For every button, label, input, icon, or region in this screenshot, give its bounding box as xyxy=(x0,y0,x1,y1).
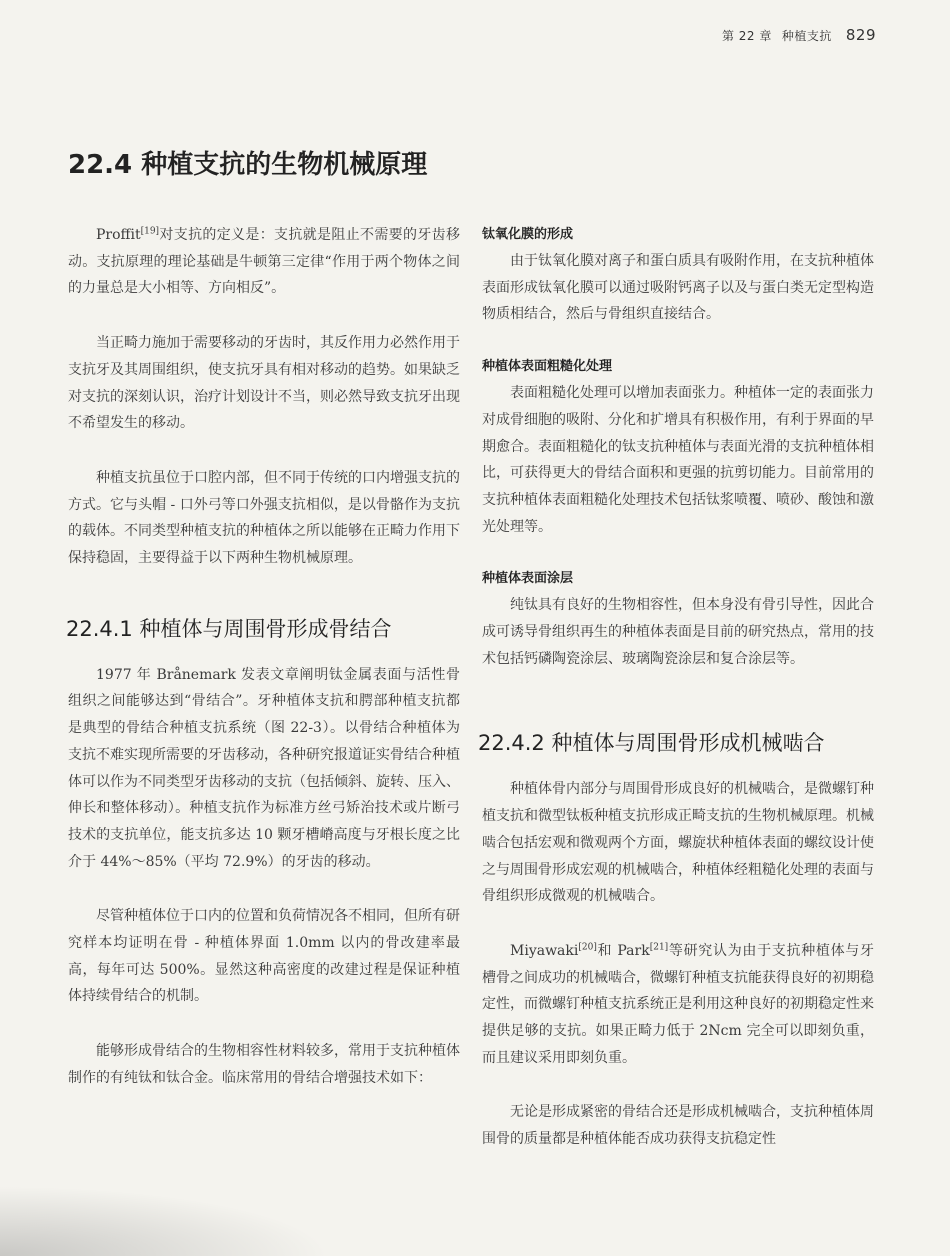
left-column xyxy=(68,222,460,1092)
paragraph: 尽管种植体位于口内的位置和负荷情况各不相同，但所有研究样本均证明在骨 - 种植体界面 1.0mm 以内的骨改建率最高，每年可达 500%。显然这种高密度的改建过程是保证种植体持续骨结合的机制。 xyxy=(68,908,460,1005)
heading-titanium-oxide: 钛氧化膜的形成 xyxy=(482,227,574,242)
paragraph: 由于钛氧化膜对离子和蛋白质具有吸附作用，在支抗种植体表面形成钛氧化膜可以通过吸附钙离子以及与蛋白类无定型构造物质相结合，然后与骨组织直接结合。 xyxy=(482,253,874,323)
author-park: 和 Park xyxy=(596,942,650,959)
paragraph-proffit xyxy=(68,222,460,302)
section-title: 22.4 种植支抗的生物机械原理 xyxy=(68,150,428,180)
right-column xyxy=(478,222,875,1153)
author-proffit: Proffit xyxy=(96,227,141,243)
chapter-number: 第 22 章 xyxy=(721,29,772,43)
ref-20: [20] xyxy=(578,942,597,953)
paragraph: 当正畸力施加于需要移动的牙齿时，其反作用力必然作用于支抗牙及其周围组织，使支抗牙具有相对移动的趋势。如果缺乏对支抗的深刻认识，治疗计划设计不当，则必然导致支抗牙出现不希望发生的移动。 xyxy=(68,335,460,432)
paragraph-text: 等研究认为由于支抗种植体与牙槽骨之间成功的机械啮合，微螺钉种植支抗能获得良好的初期稳定性，而微螺钉种植支抗系统正是利用这种良好的初期稳定性来提供足够的支抗。如果正畸力低于 2Ncm 完全可以即刻负重，而且建议采用即刻负重。 xyxy=(482,942,875,1066)
paragraph: 能够形成骨结合的生物相容性材料较多，常用于支抗种植体制作的有纯钛和钛合金。临床常用的骨结合增强技术如下： xyxy=(68,1043,460,1086)
ref-21: [21] xyxy=(649,942,669,953)
paragraph-miyawaki xyxy=(482,938,874,1072)
author-miyawaki: Miyawaki xyxy=(510,942,579,959)
paragraph: 表面粗糙化处理可以增加表面张力。种植体一定的表面张力对成骨细胞的吸附、分化和扩增具有积极作用，有利于界面的早期愈合。表面粗糙化的钛支抗种植体与表面光滑的支抗种植体相比，可获得更大的骨结合面积和更强的抗剪切能力。目前常用的支抗种植体表面粗糙化处理技术包括钛浆喷覆、喷砂、酸蚀和激光处理等。 xyxy=(482,385,874,535)
chapter-title: 种植支抗 xyxy=(781,29,832,43)
subsection-title-22-4-2: 22.4.2 种植体与周围骨形成机械啮合 xyxy=(478,731,825,756)
page-shadow xyxy=(0,1186,330,1256)
heading-surface-coating: 种植体表面涂层 xyxy=(482,571,574,587)
paragraph: 无论是形成紧密的骨结合还是形成机械啮合，支抗种植体周围骨的质量都是种植体能否成功获得支抗稳定性 xyxy=(482,1104,874,1148)
heading-surface-roughening: 种植体表面粗糙化处理 xyxy=(482,359,613,375)
paragraph: 纯钛具有良好的生物相容性，但本身没有骨引导性，因此合成可诱导骨组织再生的种植体表面是目前的研究热点，常用的技术包括钙磷陶瓷涂层、玻璃陶瓷涂层和复合涂层等。 xyxy=(482,597,874,667)
paragraph: 1977 年 Brånemark 发表文章阐明钛金属表面与活性骨组织之间能够达到“骨结合”。牙种植体支抗和腭部种植支抗都是典型的骨结合种植支抗系统（图 22-3）。以骨结合种植体为支抗不难实现所需要的牙齿移动，各种研究报道证实骨结合种植体可以作为不同类型牙齿移动的支抗（包括倾斜、旋转、压入、伸长和整体移动）。种植支抗作为标准方丝弓矫治技术或片断弓技术的支抗单位，能支抗多达 10 颗牙槽嵴高度与牙根长度之比介于 44%～85%（平均 72.9%）的牙齿的移动。 xyxy=(68,666,460,870)
ref-19: [19] xyxy=(140,226,160,237)
paragraph: 种植支抗虽位于口腔内部，但不同于传统的口内增强支抗的方式。它与头帽 - 口外弓等口外强支抗相似，是以骨骼作为支抗的载体。不同类型种植支抗的种植体之所以能够在正畸力作用下保持稳固，主要得益于以下两种生物机械原理。 xyxy=(68,469,460,567)
paragraph: 种植体骨内部分与周围骨形成良好的机械啮合，是微螺钉种植支抗和微型钛板种植支抗形成正畸支抗的生物机械原理。机械啮合包括宏观和微观两个方面，螺旋状种植体表面的螺纹设计使之与周围骨形成宏观的机械啮合，种植体经粗糙化处理的表面与骨组织形成微观的机械啮合。 xyxy=(482,781,874,905)
paragraph-text: 对支抗的定义是：支抗就是阻止不需要的牙齿移动。支抗原理的理论基础是牛顿第三定律“作用于两个物体之间的力量总是大小相等、方向相反”。 xyxy=(68,227,460,297)
page-number: 829 xyxy=(845,26,876,44)
running-header xyxy=(722,26,876,44)
subsection-title-22-4-1: 22.4.1 种植体与周围骨形成骨结合 xyxy=(66,616,392,641)
